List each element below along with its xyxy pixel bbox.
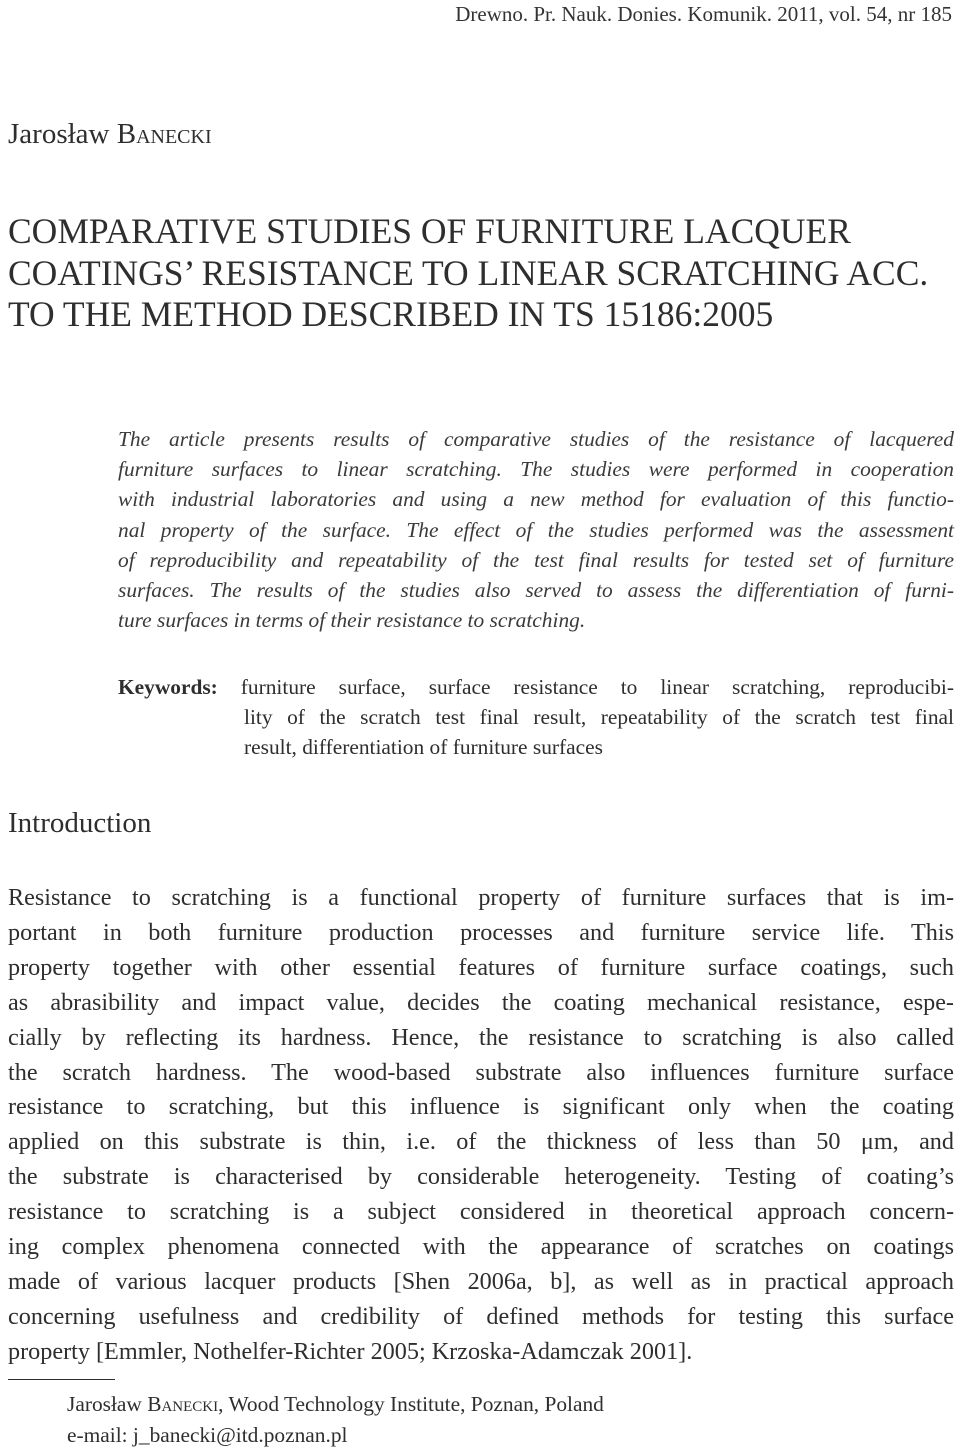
abstract-line: The article presents results of comparative studies of the resistance of lacquered bbox=[118, 427, 954, 451]
abstract-line: with industrial laboratories and using a new method for evaluation of this functio- bbox=[118, 487, 954, 512]
running-head: Drewno. Pr. Nauk. Donies. Komunik. 2011, vol. 54, nr 185 bbox=[455, 2, 952, 26]
body-line: resistance to scratching is a subject considered in theoretical approach concern- bbox=[8, 1198, 954, 1226]
footnote-rule bbox=[8, 1379, 115, 1380]
keywords-line bbox=[118, 672, 954, 702]
author-name bbox=[8, 118, 212, 151]
keywords-text: furniture surface, surface resistance to linear scratching, reproducibi- bbox=[240, 675, 954, 699]
keywords-line: lity of the scratch test final result, repeatability of the scratch test final bbox=[244, 705, 954, 730]
abstract bbox=[118, 424, 954, 635]
body-line: cially by reflecting its hardness. Hence, the resistance to scratching is also called bbox=[8, 1023, 954, 1051]
keywords-label: Keywords: bbox=[118, 675, 218, 699]
body-line: ing complex phenomena connected with the appearance of scratches on coatings bbox=[8, 1233, 954, 1261]
article-title bbox=[8, 211, 953, 336]
abstract-line: ture surfaces in terms of their resistance to scratching. bbox=[118, 608, 586, 633]
body-line: concerning usefulness and credibility of defined methods for testing this surface bbox=[8, 1302, 954, 1330]
body-line: resistance to scratching, but this influence is significant only when the coating bbox=[8, 1093, 954, 1121]
title-line: COMPARATIVE STUDIES OF FURNITURE LACQUER bbox=[8, 211, 851, 251]
abstract-line: nal property of the surface. The effect of the studies performed was the assessment bbox=[118, 517, 954, 542]
body-line: as abrasibility and impact value, decides the coating mechanical resistance, espe- bbox=[8, 988, 954, 1016]
author-last-name: Banecki bbox=[116, 118, 212, 150]
body-line: portant in both furniture production processes and furniture service life. This bbox=[8, 918, 954, 946]
body-line: the scratch hardness. The wood-based substrate also influences furniture surface bbox=[8, 1058, 954, 1086]
footnote-institution: , Wood Technology Institute, Poznan, Poland bbox=[218, 1392, 604, 1416]
author-first-name: Jarosław bbox=[8, 118, 117, 150]
body-line: made of various lacquer products [Shen 2006a, b], as well as in practical approach bbox=[8, 1267, 954, 1295]
footnote-first-name: Jarosław bbox=[67, 1392, 148, 1416]
section-heading-introduction: Introduction bbox=[8, 807, 152, 839]
body-line: property [Emmler, Nothelfer-Richter 2005; Krzoska-Adamczak 2001]. bbox=[8, 1337, 693, 1365]
footnote-affiliation bbox=[67, 1389, 604, 1420]
abstract-line: of reproducibility and repeatability of the test final results for tested set of furniture bbox=[118, 547, 954, 572]
title-line: COATINGS’ RESISTANCE TO LINEAR SCRATCHING ACC. bbox=[8, 252, 929, 293]
introduction-body bbox=[8, 881, 954, 1370]
title-line: TO THE METHOD DESCRIBED IN TS 15186:2005 bbox=[8, 294, 774, 334]
footnote-email: e-mail: j_banecki@itd.poznan.pl bbox=[67, 1422, 348, 1447]
footnote-last-name: Banecki bbox=[147, 1392, 219, 1416]
body-line: Resistance to scratching is a functional property of furniture surfaces that is im- bbox=[8, 884, 954, 911]
body-line: the substrate is characterised by considerable heterogeneity. Testing of coating’s bbox=[8, 1163, 954, 1191]
body-line: applied on this substrate is thin, i.e. of the thickness of less than 50 μm, and bbox=[8, 1128, 954, 1156]
footnote bbox=[67, 1389, 604, 1450]
abstract-line: furniture surfaces to linear scratching. The studies were performed in cooperation bbox=[118, 457, 954, 482]
abstract-line: surfaces. The results of the studies also served to assess the differentiation of furni- bbox=[118, 578, 954, 603]
keywords bbox=[118, 672, 954, 763]
keywords-line: result, differentiation of furniture surfaces bbox=[244, 735, 603, 760]
body-line: property together with other essential features of furniture surface coatings, such bbox=[8, 953, 954, 981]
